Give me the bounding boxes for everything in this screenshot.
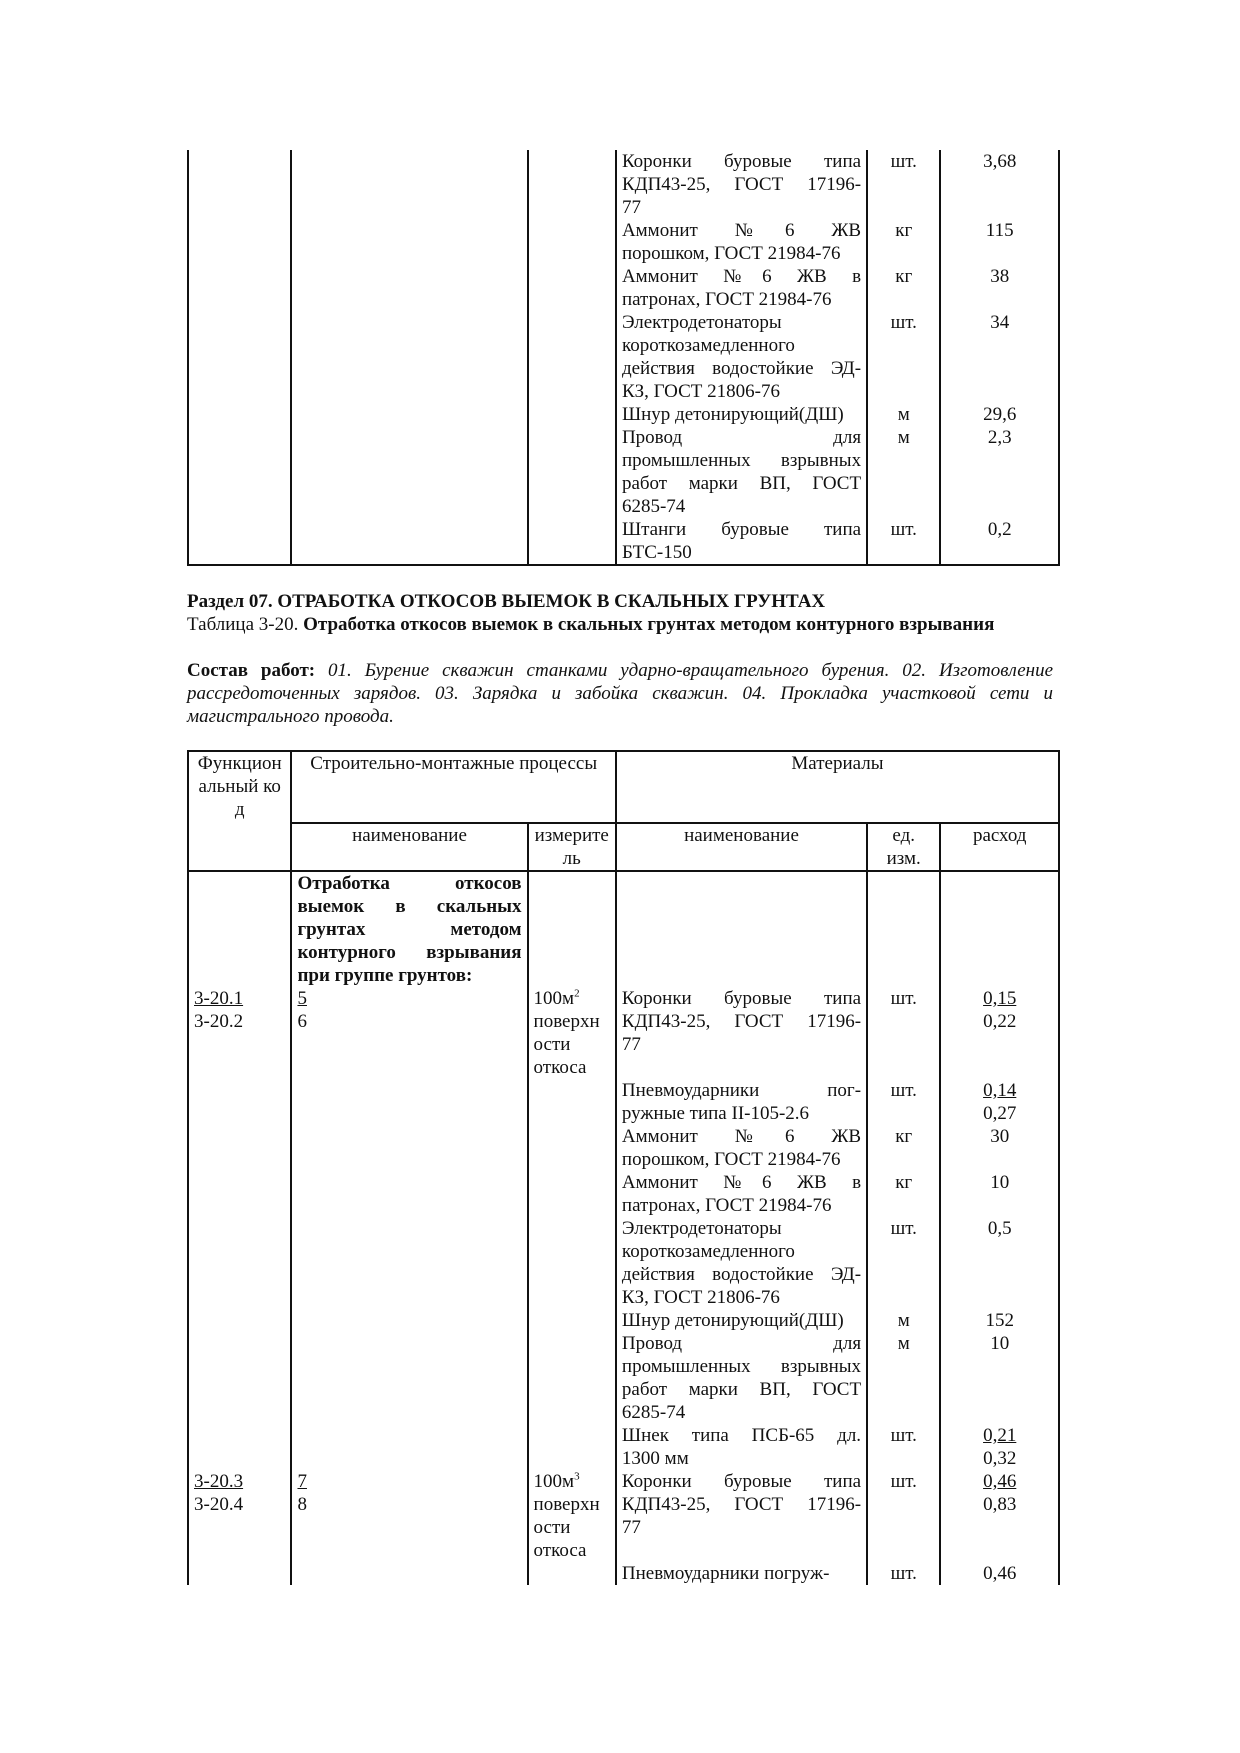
unit-value: кг: [895, 220, 913, 241]
material-name: [622, 1217, 861, 1309]
func-code: 3-20.1: [194, 988, 244, 1009]
unit-value: шт.: [890, 151, 917, 172]
material-name-line: патронах, ГОСТ 21984-76: [621, 1195, 832, 1216]
material-name: [622, 1171, 861, 1217]
unit-value: шт.: [890, 1218, 917, 1239]
table-label: Таблица 3-20.: [187, 614, 299, 635]
unit-value: кг: [895, 266, 913, 287]
material-name-line: 6285-74: [621, 496, 686, 517]
material-name-line: промышленных взрывных: [621, 1356, 862, 1377]
material-name: [622, 1125, 861, 1171]
material-name-line: Шнек типа ПСБ-65 дл.: [621, 1425, 862, 1446]
header-func-code: Функциональный код: [188, 751, 291, 871]
meter-exponent: 2: [574, 987, 580, 1000]
header-materials: Материалы: [616, 751, 1059, 823]
func-code-column: [188, 871, 291, 1585]
meter-value: $100м^3$: [533, 1470, 580, 1492]
qty-value: 2,3: [987, 427, 1012, 448]
qty-value: 0,21: [983, 1425, 1017, 1446]
qty-value: 0,46: [983, 1563, 1017, 1584]
func-code: 3-20.2: [194, 1011, 244, 1032]
material-name-line: порошком, ГОСТ 21984-76: [621, 1149, 841, 1170]
work-title-line: выемок в скальных: [297, 896, 522, 917]
material-name: [622, 1079, 861, 1125]
work-composition: [187, 659, 1053, 728]
unit-value: шт.: [890, 1563, 917, 1584]
meter-value-line: поверхн: [533, 1494, 600, 1515]
qty-value: 29,6: [983, 404, 1017, 425]
material-name-line: Шнур детонирующий(ДШ): [621, 1310, 844, 1331]
unit-value: кг: [895, 1126, 913, 1147]
material-name-line: действия водостойкие ЭД-: [621, 358, 862, 379]
material-name-line: Провод для: [621, 1333, 862, 1354]
meter-value-line: откоса: [533, 1057, 587, 1078]
material-name-line: 77: [621, 1034, 641, 1055]
composition-text: 01. Бурение скважин станками ударно-вращательного бурения. 02. Изготовление рассредоточенных зарядов. 03. Зарядка и забойка скважин. 04. Прокладка участковой сети и магистрального провода.: [187, 660, 1054, 727]
material-name-line: работ марки ВП, ГОСТ: [621, 1379, 862, 1400]
material-name-line: работ марки ВП, ГОСТ: [621, 473, 862, 494]
material-name-line: Аммонит №6 ЖВ: [621, 1126, 862, 1147]
unit-value: шт.: [890, 312, 917, 333]
material-name-line: 6285-74: [621, 1402, 686, 1423]
meter-value-line: откоса: [533, 1540, 587, 1561]
material-name-line: Электродетонаторы: [621, 312, 782, 333]
unit-value: кг: [895, 1172, 913, 1193]
material-name: [622, 150, 861, 219]
material-name-line: 77: [621, 197, 641, 218]
process-column: [291, 871, 527, 1585]
table-row: [188, 150, 1059, 565]
material-name-line: Коронки буровые типа: [621, 988, 862, 1009]
qty-value: 152: [985, 1310, 1014, 1331]
material-qty: [940, 871, 1059, 1585]
material-name-line: Шнур детонирующий(ДШ): [621, 404, 844, 425]
material-name: [622, 518, 861, 564]
qty-value: 0,32: [983, 1448, 1017, 1469]
material-name-line: короткозамедленного: [621, 335, 795, 356]
unit-value: шт.: [890, 988, 917, 1009]
unit-value: шт.: [890, 1080, 917, 1101]
material-name: [622, 1562, 861, 1585]
material-units: [867, 871, 940, 1585]
material-name: [622, 1424, 861, 1470]
meter-value-line: ости: [533, 1517, 571, 1538]
material-name-line: Аммонит №6 ЖВ: [621, 220, 862, 241]
header-meter: измеритель: [528, 823, 616, 871]
composition-label: Состав работ:: [187, 660, 316, 681]
section-title: Раздел 07. ОТРАБОТКА ОТКОСОВ ВЫЕМОК В СКАЛЬНЫХ ГРУНТАХ: [187, 591, 826, 612]
material-name-line: БТС-150: [621, 542, 692, 563]
empty-cell: [528, 150, 616, 565]
qty-value: 34: [990, 312, 1010, 333]
table-row: [188, 871, 1059, 1585]
qty-value: 0,46: [983, 1471, 1017, 1492]
materials-table-continued: [187, 150, 1060, 566]
qty-value: 0,83: [983, 1494, 1017, 1515]
material-name-line: ружные типа II-105-2.6: [621, 1103, 810, 1124]
resource-table: [187, 750, 1060, 1585]
material-name-line: действия водостойкие ЭД-: [621, 1264, 862, 1285]
material-name-line: КЗ, ГОСТ 21806-76: [621, 381, 780, 402]
material-name-line: патронах, ГОСТ 21984-76: [621, 289, 832, 310]
header-name: наименование: [291, 823, 527, 871]
qty-value: 0,22: [983, 1011, 1017, 1032]
material-name-line: 77: [621, 1517, 641, 1538]
func-code: 3-20.3: [194, 1471, 244, 1492]
qty-value: 0,2: [987, 519, 1012, 540]
material-name-line: КДП43-25, ГОСТ 17196-: [621, 1494, 862, 1515]
qty-value: 0,14: [983, 1080, 1017, 1101]
meter-value-line: поверхн: [533, 1011, 600, 1032]
material-name: [622, 426, 861, 518]
meter-value-line: ости: [533, 1034, 571, 1055]
unit-value: шт.: [890, 519, 917, 540]
material-qty: [940, 150, 1059, 565]
work-title-line: контурного взрывания: [297, 942, 522, 963]
material-name-line: [622, 1056, 861, 1079]
func-code: 3-20.4: [194, 1494, 244, 1515]
soil-group: 5: [297, 988, 307, 1009]
soil-group: 6: [297, 1011, 307, 1032]
material-name-line: Аммонит №6 ЖВ в: [621, 266, 862, 287]
material-name: [622, 311, 861, 403]
material-name-line: Аммонит №6 ЖВ в: [621, 1172, 862, 1193]
qty-value: 10: [990, 1333, 1010, 1354]
soil-group: 8: [297, 1494, 307, 1515]
unit-value: м: [897, 1310, 910, 1331]
material-name-line: КЗ, ГОСТ 21806-76: [621, 1287, 780, 1308]
meter-column: [528, 871, 616, 1585]
table-name: Отработка откосов выемок в скальных грунтах методом контурного взрывания: [303, 614, 995, 635]
header-unit: ед. изм.: [867, 823, 940, 871]
qty-value: 115: [985, 220, 1014, 241]
material-name-line: Пневмоударники погруж-: [621, 1563, 830, 1584]
material-name: [622, 1332, 861, 1424]
work-title: [297, 872, 521, 987]
qty-value: 3,68: [983, 151, 1017, 172]
material-name: [622, 987, 861, 1079]
qty-value: 0,5: [987, 1218, 1012, 1239]
material-name: [622, 403, 861, 426]
qty-value: 30: [990, 1126, 1010, 1147]
unit-value: шт.: [890, 1425, 917, 1446]
material-name-line: [622, 1539, 861, 1562]
material-name-line: Пневмоударники пог-: [621, 1080, 862, 1101]
material-name: [622, 1309, 861, 1332]
material-names: [616, 871, 867, 1585]
material-units: [867, 150, 940, 565]
unit-value: м: [897, 404, 910, 425]
material-name: [622, 265, 861, 311]
material-name-line: промышленных взрывных: [621, 450, 862, 471]
material-name-line: порошком, ГОСТ 21984-76: [621, 243, 841, 264]
qty-value: 10: [990, 1172, 1010, 1193]
header-processes: Строительно-монтажные процессы: [291, 751, 615, 823]
material-name-line: Провод для: [621, 427, 862, 448]
qty-value: 0,27: [983, 1103, 1017, 1124]
material-name-line: Коронки буровые типа: [621, 1471, 862, 1492]
work-title-line: Отработка откосов: [297, 873, 522, 894]
material-name-line: Электродетонаторы: [621, 1218, 782, 1239]
qty-value: 0,15: [983, 988, 1017, 1009]
material-name-line: Коронки буровые типа: [621, 151, 862, 172]
soil-group: 7: [297, 1471, 307, 1492]
header-qty: расход: [940, 823, 1059, 871]
meter-value: $100м^2$: [533, 987, 580, 1009]
unit-value: шт.: [890, 1471, 917, 1492]
table-title: [187, 613, 1053, 636]
unit-value: м: [897, 1333, 910, 1354]
material-name-line: Штанги буровые типа: [621, 519, 862, 540]
work-title-line: при группе грунтов:: [297, 965, 473, 986]
material-name-line: короткозамедленного: [621, 1241, 795, 1262]
work-title-line: грунтах методом: [297, 919, 522, 940]
material-name: [622, 1470, 861, 1562]
header-mat-name: наименование: [616, 823, 867, 871]
material-name: [622, 219, 861, 265]
material-name-line: КДП43-25, ГОСТ 17196-: [621, 1011, 862, 1032]
qty-value: 38: [990, 266, 1010, 287]
material-name-line: КДП43-25, ГОСТ 17196-: [621, 174, 862, 195]
material-name-line: 1300 мм: [621, 1448, 689, 1469]
empty-cell: [291, 150, 527, 565]
meter-exponent: 3: [574, 1470, 580, 1483]
unit-value: м: [897, 427, 910, 448]
empty-cell: [188, 150, 291, 565]
material-names: [616, 150, 867, 565]
